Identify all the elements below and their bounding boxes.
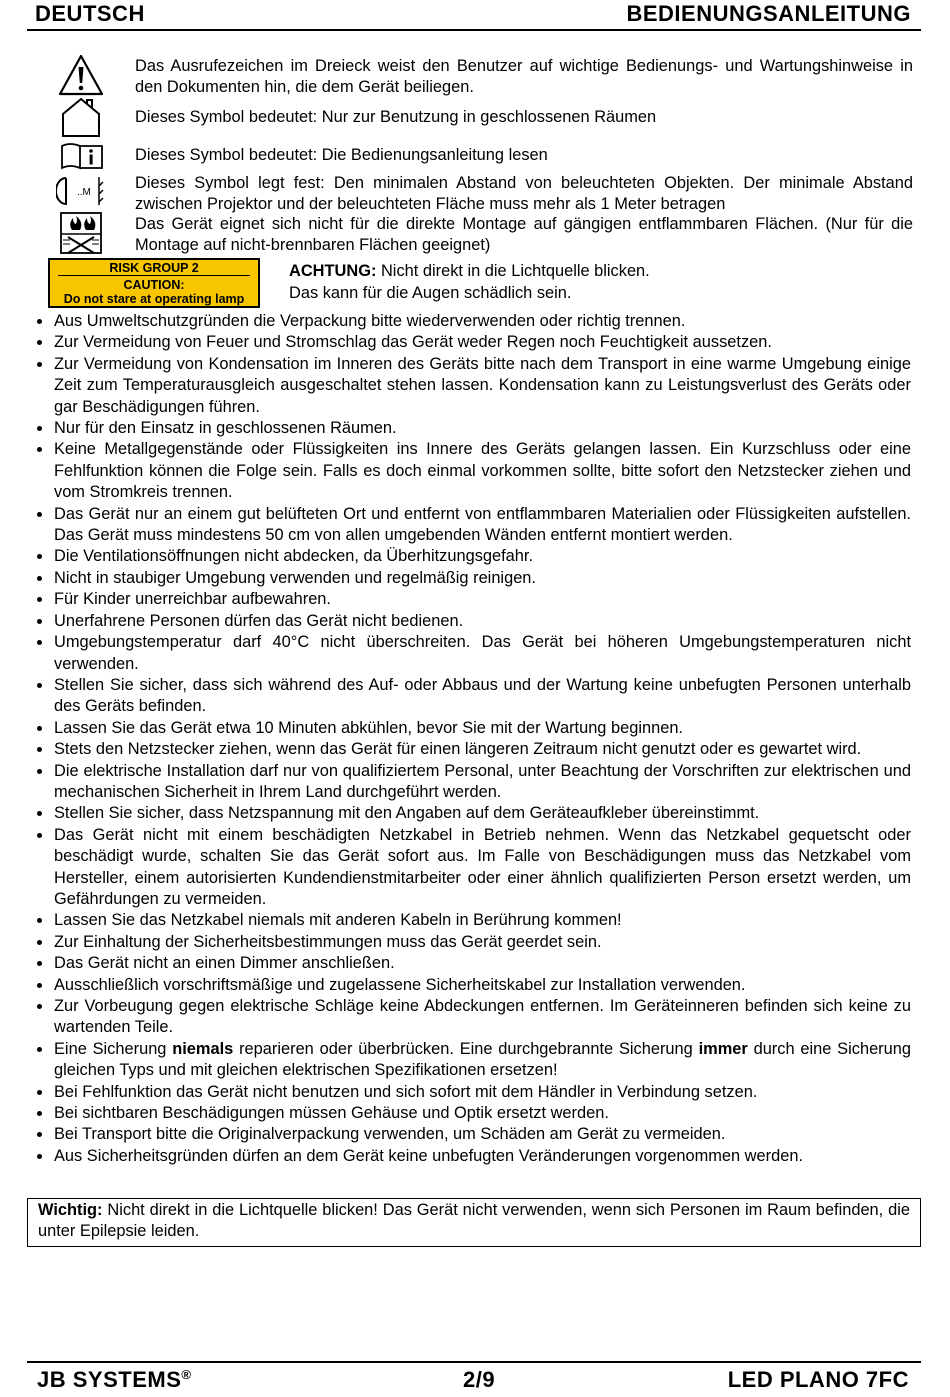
list-item: Lassen Sie das Gerät etwa 10 Minuten abkühlen, bevor Sie mit der Wartung beginnen. bbox=[28, 718, 911, 739]
list-item: Stellen Sie sicher, dass sich während des Auf- oder Abbaus und der Wartung keine unbefugten Personen unterhalb des Geräts befinden. bbox=[28, 675, 911, 718]
list-item-text: reparieren oder überbrücken. Eine durchgebrannte Sicherung bbox=[233, 1039, 699, 1058]
page-footer bbox=[27, 1361, 921, 1397]
header-language: DEUTSCH bbox=[35, 1, 145, 26]
warning-text bbox=[289, 261, 650, 304]
list-item: Lassen Sie das Netzkabel niemals mit anderen Kabeln in Berührung kommen! bbox=[28, 910, 911, 931]
list-item bbox=[28, 1039, 911, 1082]
indoor-house-icon bbox=[60, 96, 102, 138]
list-item: Zur Einhaltung der Sicherheitsbestimmungen muss das Gerät geerdet sein. bbox=[28, 932, 911, 953]
list-item-text: Eine Sicherung bbox=[54, 1039, 173, 1058]
warning-label: ACHTUNG: bbox=[289, 262, 377, 280]
list-item: Aus Umweltschutzgründen die Verpackung bitte wiederverwenden oder richtig trennen. bbox=[28, 311, 911, 332]
min-distance-icon bbox=[56, 174, 106, 208]
list-item: Aus Sicherheitsgründen dürfen an dem Gerät keine unbefugten Veränderungen vorgenommen werden. bbox=[28, 1146, 911, 1167]
important-note-text: Nicht direkt in die Lichtquelle blicken! Das Gerät nicht verwenden, wenn sich Personen im Raum befinden, die unter Epilepsie leiden. bbox=[38, 1201, 910, 1241]
list-item: Die Ventilationsöffnungen nicht abdecken, da Überhitzungsgefahr. bbox=[28, 546, 911, 567]
risk-caution: CAUTION: bbox=[123, 278, 185, 292]
list-item: Zur Vorbeugung gegen elektrische Schläge keine Abdeckungen entfernen. Im Geräteinneren befinden sich keine zu wartenden Teile. bbox=[28, 996, 911, 1039]
no-flammable-surface-icon bbox=[58, 210, 104, 256]
list-item: Das Gerät nicht mit einem beschädigten Netzkabel in Betrieb nehmen. Wenn das Netzkabel gequetscht oder beschädigt wurde, schalten Sie das Gerät sofort aus. Im Falle von Beschädigungen muss das Netzkabel vom Hersteller, einem autorisierten Kundendienstmitarbeiter oder einer ähnlich qualifizierten Person ersetzt werden, um Gefährdungen zu vermeiden. bbox=[28, 825, 911, 911]
list-item: Das Gerät nur an einem gut belüfteten Ort und entfernt von entflammbaren Materialien oder Flüssigkeiten aufstellen. Das Gerät muss mindestens 50 cm von allen umgebenden Wänden entfernt montiert werden. bbox=[28, 504, 911, 547]
risk-group-title: RISK GROUP 2 bbox=[58, 260, 250, 276]
list-item-text: durch eine Sicherung gleichen Typs und mit gleichen elektrischen Spezifikationen ersetzen! bbox=[54, 1039, 911, 1080]
list-item: Bei sichtbaren Beschädigungen müssen Gehäuse und Optik ersetzt werden. bbox=[28, 1103, 911, 1124]
list-item: Nur für den Einsatz in geschlossenen Räumen. bbox=[28, 418, 911, 439]
symbol-text-manual: Dieses Symbol bedeutet: Die Bedienungsanleitung lesen bbox=[135, 146, 548, 164]
risk-group-label bbox=[48, 258, 260, 308]
warning-triangle-icon bbox=[58, 54, 104, 96]
list-item: Zur Vermeidung von Feuer und Stromschlag das Gerät weder Regen noch Feuchtigkeit aussetzen. bbox=[28, 332, 911, 353]
safety-instructions-list bbox=[28, 311, 911, 1167]
footer-brand-name: JB SYSTEMS bbox=[37, 1367, 182, 1392]
symbol-text-warning: Das Ausrufezeichen im Dreieck weist den Benutzer auf wichtige Bedienungs- und Wartungshinweise in den Dokumenten hin, die dem Gerät beiliegen. bbox=[135, 57, 913, 96]
footer-registered-mark: ® bbox=[181, 1367, 192, 1382]
warning-line-1: Nicht direkt in die Lichtquelle blicken. bbox=[376, 262, 650, 280]
footer-brand bbox=[37, 1367, 191, 1393]
emphasis-text: niemals bbox=[172, 1039, 234, 1058]
list-item: Keine Metallgegenstände oder Flüssigkeiten ins Innere des Geräts gelangen lassen. Ein Kurzschluss oder eine Fehlfunktion können die Folge sein. Falls es doch einmal vorkommen sollte, bitte sofort den Netzstecker ziehen und vom Stromkreis trennen. bbox=[28, 439, 911, 503]
list-item: Stellen Sie sicher, dass Netzspannung mit den Angaben auf dem Geräteaufkleber übereinstimmt. bbox=[28, 803, 911, 824]
warning-line-2: Das kann für die Augen schädlich sein. bbox=[289, 283, 572, 302]
list-item: Für Kinder unerreichbar aufbewahren. bbox=[28, 589, 911, 610]
list-item: Unerfahrene Personen dürfen das Gerät nicht bedienen. bbox=[28, 611, 911, 632]
important-note-label: Wichtig: bbox=[38, 1201, 103, 1219]
list-item: Bei Fehlfunktion das Gerät nicht benutzen und sich sofort mit dem Händler in Verbindung setzen. bbox=[28, 1082, 911, 1103]
list-item: Das Gerät nicht an einen Dimmer anschließen. bbox=[28, 953, 911, 974]
list-item: Nicht in staubiger Umgebung verwenden und regelmäßig reinigen. bbox=[28, 568, 911, 589]
page-header bbox=[27, 0, 921, 31]
emphasis-text: immer bbox=[698, 1039, 748, 1058]
manual-info-icon bbox=[60, 140, 104, 170]
footer-product: LED PLANO 7FC bbox=[727, 1367, 909, 1392]
list-item: Stets den Netzstecker ziehen, wenn das Gerät für einen längeren Zeitraum nicht genutzt oder es gewartet wird. bbox=[28, 739, 911, 760]
symbol-text-flammable: Das Gerät eignet sich nicht für die direkte Montage auf gängigen entflammbaren Flächen. (Nur für die Montage auf nicht-brennbaren Flächen geeignet) bbox=[135, 215, 913, 254]
list-item: Zur Vermeidung von Kondensation im Inneren des Geräts bitte nach dem Transport in eine warme Umgebung einige Zeit zum Temperaturausgleich ausgeschaltet stehen lassen. Kondensation kann zu Leistungsverlust des Geräts oder gar Beschädigungen führen. bbox=[28, 354, 911, 418]
symbol-text-indoor: Dieses Symbol bedeutet: Nur zur Benutzung in geschlossenen Räumen bbox=[135, 108, 657, 126]
list-item: Die elektrische Installation darf nur von qualifiziertem Personal, unter Beachtung der Vorschriften zur elektrischen und mechanischen Sicherheit in Ihrem Land durchgeführt werden. bbox=[28, 761, 911, 804]
list-item: Bei Transport bitte die Originalverpackung verwenden, um Schäden am Gerät zu vermeiden. bbox=[28, 1124, 911, 1145]
important-note bbox=[27, 1198, 921, 1247]
list-item: Ausschließlich vorschriftsmäßige und zugelassene Sicherheitskabel zur Installation verwenden. bbox=[28, 975, 911, 996]
list-item: Umgebungstemperatur darf 40°C nicht überschreiten. Das Gerät bei höheren Umgebungstemperaturen nicht verwenden. bbox=[28, 632, 911, 675]
risk-do-not-stare: Do not stare at operating lamp bbox=[63, 292, 245, 306]
symbol-text-distance: Dieses Symbol legt fest: Den minimalen Abstand von beleuchteten Objekten. Der minimale Abstand zwischen Projektor und der beleuchteten Fläche muss mehr als 1 Meter betragen bbox=[135, 174, 913, 213]
footer-page-number: 2/9 bbox=[463, 1367, 496, 1392]
header-title: BEDIENUNGSANLEITUNG bbox=[626, 1, 911, 26]
min-distance-icon-label: ..M bbox=[77, 187, 91, 198]
